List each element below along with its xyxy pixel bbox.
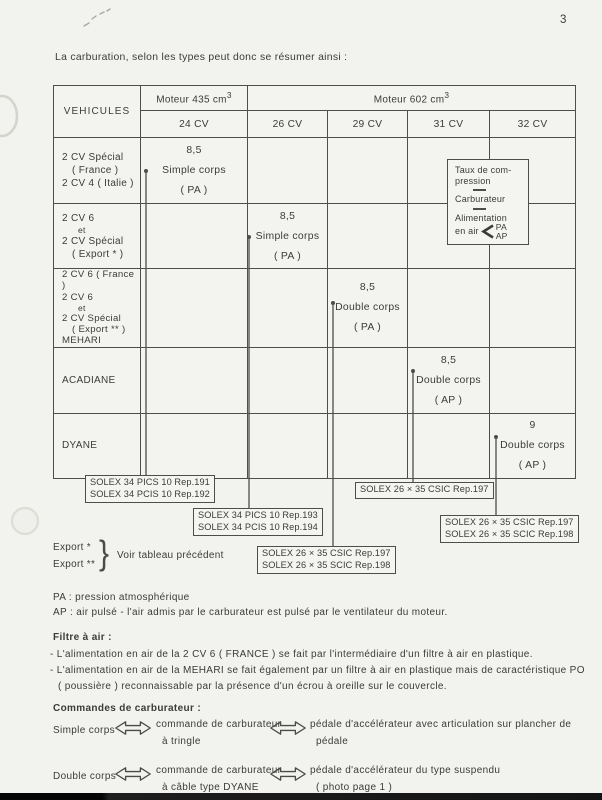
vehicles-label: VEHICULES — [63, 106, 131, 117]
empty-cell — [328, 204, 408, 269]
empty-cell — [141, 204, 248, 269]
callout-line: Carburateur — [455, 194, 506, 204]
empty-cell — [248, 347, 328, 413]
carburetor-type: Simple corps — [255, 230, 320, 242]
empty-cell — [141, 269, 248, 348]
spec-cell-26cv — [248, 204, 328, 269]
vehicle-cell: DYANE — [54, 413, 141, 478]
empty-cell — [408, 269, 490, 348]
ap-label: AP — [495, 230, 508, 241]
spec-cell-31cv — [408, 347, 490, 413]
air-filter-item-2: - L'alimentation en air de la MEHARI se fait également par un filtre à air en plastique mais de caractéristique PO — [50, 665, 585, 676]
controls-title: Commandes de carburateur : — [53, 703, 202, 714]
spec-cell-32cv — [490, 413, 576, 478]
air-supply: ( PA ) — [180, 185, 208, 196]
page-number: 3 — [560, 14, 567, 26]
control-right-text-2: ( photo page 1 ) — [316, 782, 393, 793]
callout-line: en air — [455, 226, 479, 237]
air-supply: ( PA ) — [353, 322, 381, 334]
solex-box-32cv: SOLEX 26 × 35 CSIC Rep.197 SOLEX 26 × 35 SCIC Rep.198 — [440, 515, 579, 543]
control-mid-text-2: à câble type DYANE — [162, 782, 259, 793]
compression-ratio: 8,5 — [440, 354, 457, 366]
pencil-mark — [80, 6, 114, 32]
note-pa: PA : pression atmosphérique — [53, 592, 190, 603]
callout-line: Alimentation — [455, 212, 507, 223]
empty-cell — [490, 347, 576, 413]
compression-ratio: 8,5 — [279, 210, 296, 222]
empty-cell — [248, 413, 328, 478]
empty-cell — [328, 347, 408, 413]
col-header-31cv: 31 CV — [408, 111, 490, 138]
control-mid-text: commande de carburateur — [156, 765, 282, 776]
brace-glyph: } — [99, 534, 110, 573]
vehicle-cell: ACADIANE — [54, 347, 141, 413]
vehicle-cell: 2 CV 6 et 2 CV Spécial ( Export * ) — [54, 204, 141, 269]
export-star-label: Export * — [53, 542, 91, 553]
export-note-text: Voir tableau précédent — [117, 550, 224, 561]
solex-box-31cv: SOLEX 26 × 35 CSIC Rep.197 — [355, 482, 494, 499]
air-supply: ( PA ) — [273, 250, 301, 262]
divider — [473, 208, 486, 210]
col-header-29cv: 29 CV — [328, 111, 408, 138]
double-arrow-icon — [270, 718, 306, 738]
control-mid-text-2: à tringle — [162, 736, 201, 747]
control-right-text: pédale d'accélérateur avec articulation sur plancher de — [310, 719, 572, 730]
air-supply: ( AP ) — [518, 460, 547, 472]
vehicle-cell: 2 CV Spécial ( France ) 2 CV 4 ( Italie ) — [54, 138, 141, 204]
divider — [473, 189, 486, 191]
col-header-26cv: 26 CV — [248, 111, 328, 138]
export-double-star-label: Export ** — [53, 559, 96, 570]
empty-cell — [248, 269, 328, 348]
solex-box-24cv: SOLEX 34 PICS 10 Rep.191 SOLEX 34 PCIS 10 Rep.192 — [85, 475, 215, 503]
vehicles-header — [54, 86, 141, 138]
spec-cell-24cv — [141, 138, 248, 204]
callout-line: Taux de com- — [455, 165, 512, 175]
vehicle-cell: 2 CV 6 ( France ) 2 CV 6 et 2 CV Spécial ( Export ** ) MEHARI — [54, 269, 141, 348]
intro-text: La carburation, selon les types peut donc se résumer ainsi : — [55, 52, 348, 63]
carburetor-type: Double corps — [416, 374, 481, 386]
empty-cell — [248, 138, 328, 204]
control-row-label: Simple corps — [53, 725, 115, 736]
scan-edge-bar — [0, 793, 602, 800]
chevron-left-icon — [481, 224, 494, 239]
empty-cell — [141, 413, 248, 478]
compression-ratio: 8,5 — [186, 145, 202, 156]
control-right-text-2: pédale — [316, 736, 349, 747]
carburetor-type: Simple corps — [162, 165, 226, 176]
carburetor-type: Double corps — [335, 302, 400, 314]
control-mid-text: commande de carburateur — [156, 719, 282, 730]
hole-punch-mark-bottom — [8, 505, 44, 539]
table-row — [54, 413, 576, 478]
double-arrow-icon — [115, 718, 151, 738]
air-filter-title: Filtre à air : — [53, 632, 112, 643]
pa-label: PA — [495, 222, 507, 232]
spec-cell-29cv — [328, 269, 408, 348]
carburation-table — [53, 85, 576, 479]
solex-box-26cv: SOLEX 34 PICS 10 Rep.193 SOLEX 34 PCIS 10 Rep.194 — [193, 508, 323, 536]
engine-602-header: Moteur 602 $cm^3$ — [248, 86, 576, 111]
compression-ratio: 9 — [529, 420, 536, 432]
empty-cell — [328, 413, 408, 478]
callout-line: pression — [455, 175, 491, 186]
table-row — [54, 347, 576, 413]
double-arrow-icon — [115, 764, 151, 784]
empty-cell — [490, 269, 576, 348]
empty-cell — [328, 138, 408, 204]
col-header-24cv: 24 CV — [141, 111, 248, 138]
empty-cell — [408, 413, 490, 478]
col-header-32cv: 32 CV — [490, 111, 576, 138]
air-supply: ( AP ) — [434, 394, 463, 406]
control-row-label: Double corps — [53, 771, 117, 782]
air-filter-item-1: - L'alimentation en air de la 2 CV 6 ( FRANCE ) se fait par l'intermédiaire d'un filtre à air en plastique. — [50, 649, 533, 660]
compression-ratio: 8,5 — [359, 282, 376, 294]
double-arrow-icon — [270, 764, 306, 784]
hole-punch-mark-top — [0, 90, 26, 142]
legend-callout — [447, 159, 529, 245]
table-row — [54, 269, 576, 348]
air-filter-item-2-cont: ( poussière ) reconnaissable par la présence d'un écrou à oreille sur le couvercle. — [58, 681, 447, 692]
note-ap: AP : air pulsé - l'air admis par le carburateur est pulsé par le ventilateur du moteur. — [53, 607, 448, 618]
control-right-text: pédale d'accélérateur du type suspendu — [310, 765, 501, 776]
engine-435-header: Moteur 435 $cm^3$ — [141, 86, 248, 111]
solex-box-29cv: SOLEX 26 × 35 CSIC Rep.197 SOLEX 26 × 35 SCIC Rep.198 — [257, 546, 396, 574]
carburetor-type: Double corps — [500, 440, 565, 452]
empty-cell — [141, 347, 248, 413]
